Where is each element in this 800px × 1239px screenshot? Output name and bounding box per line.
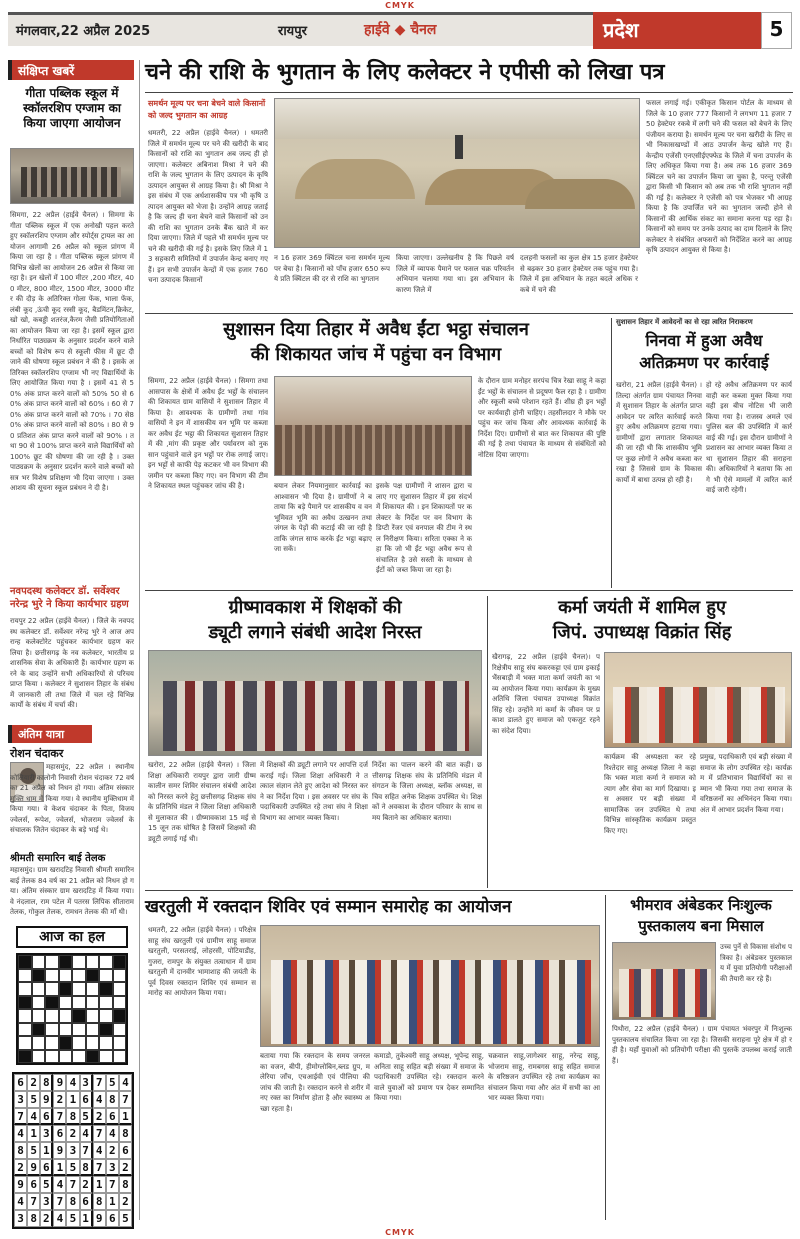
page-number: 5 <box>761 12 792 49</box>
rule-3 <box>145 890 793 891</box>
sudoku-cell: 1 <box>40 1142 53 1159</box>
lead-body-1: धमतरी, 22 अप्रैल (हाईवे चैनल) । धमतरी जिले में समर्थन मूल्य पर चने की खरीदी के बाद किसानों को राशि का भुगतान अब जल्द ही हो जाएगा। कलेक्टर अबिनाश मिश्रा ने चने की राशि के जल्द भुगतान के लिए उत्पादन के कृषि उत्पादन आयुक्त से आग्रह किया है। श्री मिश्रा ने इस संबंध में एक अर्धशासकीय पत्र भी कृषि उत्पादन आयुक्त को भेजा है। उन्होंने आग्रह जताई है कि जल्द ही चना बेचने वाले किसानों को उनकी राशि का भुगतान उनके बैंक खाते में कर दिया जाएगा। जिले में पहले भी समर्थन मूल्य पर चने की खरीदी की गई है। इसके लिए जिले में 13 सहकारी समितियों में उपार्जन केन्द्र बनाए गए हैं। इन सभी उपार्जन केन्द्रों में एक हजार 760 चना उत्पादक किसानों <box>148 129 268 284</box>
duty-headline-2: ड्यूटी लगाने संबंधी आदेश निरस्त <box>208 622 422 643</box>
sudoku-cell: 3 <box>106 1159 119 1176</box>
sudoku-cell: 3 <box>40 1125 53 1142</box>
duty-headline-1: ग्रीष्मावकाश में शिक्षकों की <box>228 597 402 618</box>
sudoku-cell: 5 <box>27 1091 40 1108</box>
sudoku-cell: 3 <box>14 1091 27 1108</box>
story-scholarship-body: सिमगा, 22 अप्रैल (हाईवे चैनल) । सिमगा के गीता पब्लिक स्कूल में एक अनोखी पहल करते हुए स्कॉलरशिप एग्जाम और स्पोर्ट्स ट्रायल का आयोजन आगामी 26 अप्रैल को स्कूल प्रांगण में किया जा रहा है । गीता पब्लिक स्कूल प्रांगण में विभिन्न खेलों का आयोजन 26 अप्रैल से किया जा रहा है। इन खेलों में 100 मीटर ,200 मीटर, 400 मीटर, 800 मीटर, 1500 मीटर, 3000 मीटर की दौड़ के अतिरिक्त गोला फेंक, भाला फेंक,लंबी कूद ,ऊंची कूद रस्सी कूद, बैडमिंटन,क्रिकेट, खो खो, कबड्डी शतरंज,कैरम जैसी प्रतियोगिताओं का आयोजन किया जा रहा है। इसमें स्कूल द्वारा निर्धारित पाठ्यक्रम के अनुसार प्रदर्शन करने वाले बच्चों को विशेष रूप से स्कूली फीस में छूट दी जाने की घोषणा स्कूल प्रबंधन ने की है । इसके अतिरिक्त स्कॉलरशिप एग्जाम भी नए विद्यार्थियों के लिए आयोजित किया गया है । इसमें 41 से 50% अंक प्राप्त करने वालों को 50% 50 से 60% अंक प्राप्त करने वालों को 60% । 60 से 70% अंक प्राप्त करने वालों को 70% । 70 से80% अंक प्राप्त करने वालों को 80% । 80 से 90 प्रतिशत अंक प्राप्त करने वालों को 90% । तथा 90 से 100% प्राप्त करने वाले विद्यार्थियों को 100% छूट की घोषणा की जा रही है । उक्त पाठ्यक्रम के अनुसार प्रदर्शन करने वाले बच्चों को सत्र भर विशेष प्रशिक्षण भी दिया जाएगा । उक्त आशय की सूचना स्कूल प्रबंधन ने दी है। <box>10 211 134 492</box>
sudoku-cell: 4 <box>27 1108 40 1125</box>
sudoku-cell: 2 <box>53 1091 66 1108</box>
brief-label: संक्षिप्त खबरें <box>8 60 134 80</box>
sudoku-cell: 2 <box>119 1159 132 1176</box>
sudoku-cell: 4 <box>53 1176 66 1193</box>
encroach-body-1: खरोरा, 21 अप्रैल (हाईवे चैनल) । तिल्दा अंतर्गत ग्राम पंचायत निनवा में सुशासन तिहार के अंतर्गत प्राप्त आवेदन पर त्वरित कार्रवाई करते हुए अवैध अतिक्रमण हटाया गया। ग्रामीणों द्वारा लगातार शिकायत की जा रही थी कि शासकीय भूमि पर कुछ लोगों ने अवैध कब्जा कर रखा है जिससे ग्राम के विकास कार्यों में बाधा उत्पन्न हो रही है। <box>616 381 702 484</box>
sudoku-cell: 2 <box>80 1176 93 1193</box>
blood-body-3: कमाडो, तुकेश्वरी साहू अध्यक्ष, भूपेन्द्र साहू, अनिता साहू सहित बड़ी संख्या में समाज के पदाधिकारी उपस्थित रहे। रक्तदान करने वाले युवाओं को प्रमाण पत्र देकर सम्मानित किया गया। <box>374 1052 484 1102</box>
cmyk-mark-bottom: CMYK <box>385 1228 415 1237</box>
sudoku-cell: 7 <box>93 1159 106 1176</box>
sudoku-cell: 4 <box>106 1125 119 1142</box>
sudoku-cell: 6 <box>119 1142 132 1159</box>
sudoku-cell: 1 <box>93 1176 106 1193</box>
library-headline-2: पुस्तकालय बना मिसाल <box>638 917 764 935</box>
sudoku-cell: 6 <box>40 1159 53 1176</box>
sudoku-cell: 4 <box>80 1125 93 1142</box>
encroach-headline-2: अतिक्रमण पर कार्रवाई <box>639 353 769 372</box>
sudoku-cell: 7 <box>66 1176 79 1193</box>
duty-body-3: निर्देश का पालन करने की बात कही। छत्तीसगढ़ शिक्षक संघ के प्रतिनिधि मंडल में संगठन के जिला अध्यक्ष, ब्लॉक अध्यक्ष, सचिव सहित अनेक शिक्षक उपस्थित थे। शिक्षकों ने अवकाश के दौरान परिवार के साथ समय बिताने का अधिकार बताया। <box>372 761 482 822</box>
encroach-headline-1: निनवा में हुआ अवैध <box>645 331 763 350</box>
sudoku-cell: 5 <box>119 1210 132 1227</box>
story-scholarship-headline: गीता पब्लिक स्कूल में स्कॉलरशिप एग्जाम का किया जाएगा आयोजन <box>23 86 121 130</box>
lead-kicker: समर्थन मूल्य पर चना बेचने वाले किसानों को जल्द भुगतान का आग्रह <box>148 99 266 120</box>
brick-body-3: इसके पक्ष ग्रामीणों ने शासन द्वारा चलाए गए सुशासन तिहार में इस संदर्भ में शिकायत की । इन शिकायतों पर कलेक्टर के निर्देश पर वन विभाग के डिप्टी रेंजर एवं वनपाल की टीम ने स्थल निरीक्षण किया। सरिता एक्का ने कहा कि जो भी ईंट भट्ठा अवैध रूप से संचालित है उसे सस्ती के माध्यम से ईंटों को जब्त किया जा रहा है। <box>376 482 472 574</box>
sudoku-cell: 8 <box>119 1176 132 1193</box>
encroach-body-2: हो रहे अवैध अतिक्रमण पर कार्यवाही कर कब्जा मुक्त किया गया वही इस बीच नोटिस भी जारी किया गया है। राजस्व अमले एवं पुलिस बल की उपस्थिति में कार्रवाई की गई। इस दौरान ग्रामीणों ने प्रशासन का आभार व्यक्त किया तथा सुशासन तिहार की सराहना की। अधिकारियों ने बताया कि आगे भी ऐसे मामलों में त्वरित कार्रवाई जारी रहेगी। <box>706 381 792 494</box>
sudoku-cell: 1 <box>27 1125 40 1142</box>
sudoku-cell: 5 <box>27 1142 40 1159</box>
karma-caption: कार्यक्रम की अध्यक्षता कर रहे रिश्तेदार साहू अध्यक्ष जिला ने कहा कि भक्त माता कर्मा ने समाज को त्याग और सेवा का मार्ग दिखाया। इस अवसर पर बड़ी संख्या में सामाजिक जन उपस्थित थे तथा विभिन्न सांस्कृतिक कार्यक्रम प्रस्तुत किए गए। <box>604 753 696 835</box>
sudoku-cell: 6 <box>106 1210 119 1227</box>
sudoku-cell: 8 <box>14 1142 27 1159</box>
sudoku-cell: 4 <box>53 1210 66 1227</box>
masthead-brand: हाईवे ◆ चैनल <box>364 22 437 38</box>
rule-v1 <box>611 318 612 588</box>
sudoku-cell: 7 <box>80 1142 93 1159</box>
sudoku-cell: 8 <box>40 1074 53 1091</box>
sudoku-cell: 1 <box>80 1210 93 1227</box>
story-collector-headline: नवपदस्थ कलेक्टर डॉ. सर्वेश्वर नरेन्द्र भुरे ने किया कार्यभार ग्रहण <box>10 586 129 610</box>
chickpea-storage-photo <box>274 98 640 248</box>
rule-1 <box>145 313 793 314</box>
blood-body-1: धमतरी, 22 अप्रैल (हाईवे चैनल) । परिक्षेत्र साहू संघ खरतुली एवं ग्रामीण साहू समाज खरतुली, परसतराई, लोहरसी, पोटियाडीह, गुजरा, रामपुर के संयुक्त तत्वाधान में ग्राम खरतुली में दानवीर भामाशाह की जयंती के पूर्व दिवस रक्तदान शिविर एवं सम्मान समारोह का आयोजन किया गया। <box>148 926 256 997</box>
obit-name-2: श्रीमती समारिन बाई तेलक <box>10 853 106 864</box>
library-headline-1: भीमराव अंबेडकर निःशुल्क <box>630 896 772 914</box>
sudoku-cell: 9 <box>14 1176 27 1193</box>
karma-body-2: प्रमुख, पदाधिकारी एवं बड़ी संख्या में समाज के लोग उपस्थित रहे। कार्यक्रम में प्रतिभावान विद्यार्थियों का सम्मान भी किया गया तथा समाज के वरिष्ठजनों का अभिनंदन किया गया। अंत में आभार प्रदर्शन किया गया। <box>700 753 792 814</box>
issue-date: मंगलवार,22 अप्रैल 2025 <box>16 24 151 39</box>
crossword-grid <box>16 953 128 1065</box>
sudoku-cell: 7 <box>93 1074 106 1091</box>
sudoku-cell: 5 <box>66 1210 79 1227</box>
blood-donation-photo <box>260 925 600 1047</box>
cmyk-mark-top: CMYK <box>385 1 415 10</box>
sudoku-cell: 4 <box>14 1125 27 1142</box>
story-collector-body: रायपुर 22 अप्रैल (हाईवे चैनल) । जिले के नवपदस्थ कलेक्टर डॉ. सर्वेश्वर नरेन्द्र भुरे ने आज अपरान्ह कलेक्टोरेट पहुंचकर कार्यभार ग्रहण कर लिया है। छत्तीसगढ़ के नव कलेक्टर, भारतीय प्रशासनिक सेवा के अधिकारी हैं। कार्यभार ग्रहण करने के बाद उन्होंने सभी अधिकारियों से परिचय प्राप्त किया । कलेक्टर ने सुशासन तिहार के संबंध में जानकारी ली तथा जिले में चल रहे विभिन्न कार्यों के संबंध में चर्चा की। <box>10 617 134 709</box>
sudoku-cell: 3 <box>80 1074 93 1091</box>
school-photo <box>10 148 134 204</box>
sudoku-cell: 4 <box>66 1074 79 1091</box>
sudoku-cell: 9 <box>53 1074 66 1091</box>
sudoku-cell: 2 <box>40 1210 53 1227</box>
sidebar <box>8 60 140 1225</box>
sudoku-cell: 7 <box>106 1176 119 1193</box>
sudoku-cell: 5 <box>80 1108 93 1125</box>
sudoku-cell: 7 <box>14 1108 27 1125</box>
obit-name-1: रोशन चंदाकर <box>10 747 64 760</box>
sudoku-cell: 8 <box>66 1108 79 1125</box>
rule-v2 <box>487 596 488 888</box>
sudoku-cell: 3 <box>14 1210 27 1227</box>
rule-2 <box>145 590 793 591</box>
sudoku-cell: 6 <box>27 1176 40 1193</box>
encroach-kicker: सुशासन तिहार में आवेदनों का से रहा त्वरित निराकरण <box>616 318 753 326</box>
sudoku-cell: 7 <box>27 1193 40 1210</box>
sudoku-cell: 2 <box>14 1159 27 1176</box>
sudoku-cell: 4 <box>93 1142 106 1159</box>
sudoku-cell: 9 <box>40 1091 53 1108</box>
brick-headline-2: की शिकायत जांच में पहुंचा वन विभाग <box>250 344 502 365</box>
lead-headline: चने की राशि के भुगतान के लिए कलेक्टर ने एपीसी को लिखा पत्र <box>145 60 665 85</box>
sudoku-cell: 3 <box>66 1142 79 1159</box>
blood-body-2: बताया गया कि रक्तदान के समय जनरल का वजन, बीपी, हीमोग्लोबिन,ब्लड ग्रुप, मलेरिया जाँच, एचआईवी एवं पीलिया की जांच की जाती है। रक्तदान करने से शरीर में नए रक्त का निर्माण होता है और स्वास्थ्य अच्छा रहता है। <box>260 1052 370 1113</box>
sudoku-cell: 2 <box>66 1125 79 1142</box>
karma-body-1: खैरागढ़, 22 अप्रैल (हाईवे चैनल)। परिक्षेत्रीय साहू संघ बकरकट्टा एवं ग्राम इकाई भैंसबाड़ी में भक्त माता कर्मा जयंती का भव्य आयोजन किया गया। कार्यक्रम के मुख्य अतिथि जिला पंचायत उपाध्यक्ष विक्रांत सिंह रहे। उन्होंने मां कर्मा के जीवन पर प्रकाश डालते हुए समाज को एकजुट रहने का संदेश दिया। <box>492 653 600 735</box>
sudoku-cell: 6 <box>14 1074 27 1091</box>
lead-body-3: दलहनी फसलों का कुल क्षेत्र 15 हजार हेक्टेयर से बढ़कर 30 हजार हेक्टेयर तक पहुंच गया है। जिले में इस अभियान के तहत बदले अधिक रकबे में चने की <box>520 254 638 294</box>
obituary-label: अंतिम यात्रा <box>8 725 92 743</box>
sudoku-cell: 6 <box>106 1108 119 1125</box>
karma-headline-2: जिपं. उपाध्यक्ष विक्रांत सिंह <box>552 622 732 643</box>
lead-body-4: फसल लगाई गई। एकीकृत किसान पोर्टल के माध्यम से जिले के 10 हजार 777 किसानों ने लगभग 11 हजार 750 हेक्टेयर रकबे में लगी चने की फसल को बेचने के लिए पंजीयन कराया है। समर्थन मूल्य पर चना खरीदी के लिए सभी निकासखण्डों में आठ उपार्जन केन्द्र खोले गए हैं। केन्द्रीय एजेंसी एनएसीईएफ्फेड के जिले में चना उपार्जन के लिए अधिकृत किया गया है। अब तक 16 हजार 369 क्विंटल चने का उपार्जन किया जा चुका है, परन्तु एजेंसी द्वारा किसी भी किसान को अब तक भी राशि भुगतान नहीं की गई है। कलेक्टर ने एजेंसी को पत्र भेजकर भी आग्रह किया है कि उपार्जित चने का भुगतान जल्दी होने से किसानों की आर्थिक संकट का समाना करना पड़ रहा है। किसानों को समय पर उनके उत्पाद का दाम दिलाने के लिए कलेक्टर ने संबंधित अफसरों को निर्देशित करने का आग्रह कृषि उत्पादन आयुक्त से किया है। <box>646 99 792 254</box>
sudoku-cell: 7 <box>53 1193 66 1210</box>
sudoku-cell: 1 <box>66 1091 79 1108</box>
teachers-meeting-photo <box>148 650 482 756</box>
sudoku-cell: 8 <box>27 1210 40 1227</box>
edition-city: रायपुर <box>278 24 307 39</box>
sudoku-cell: 6 <box>40 1108 53 1125</box>
sudoku-cell: 8 <box>80 1159 93 1176</box>
sudoku-cell: 5 <box>66 1159 79 1176</box>
sudoku-cell: 9 <box>53 1142 66 1159</box>
brick-headline-1: सुशासन दिया तिहार में अवैध ईंटा भट्ठा संचालन <box>223 319 529 340</box>
brick-body-4: के दौरान ग्राम मनोहर सरपंच चित्र रेखा साहू ने कहा ईंट भट्ठों के संचालन से प्रदूषण फैल रहा है । ग्रामीण और स्कूली बच्चे परेशान रहते हैं। शीघ्र ही इन भट्ठों पर कार्यवाही होनी चाहिए। तहसीलदार ने मौके पर पहुंच कर जांच किया और आवश्यक कार्रवाई के निर्देश दिए। ग्रामीणों से बात कर शिकायत की पुष्टि की गई है तथा पंचायत के माध्यम से संबंधितों को नोटिस दिया जाएगा। <box>478 377 606 459</box>
sudoku-cell: 8 <box>66 1193 79 1210</box>
library-body-2: पिथौरा, 22 अप्रैल (हाईवे चैनल) । ग्राम पंचायत भंवरपुर में निःशुल्क पुस्तकालय संचालित किया जा रहा है। जिसकी सराहना पूरे क्षेत्र में हो रही है। यहाँ युवाओं को प्रतियोगी परीक्षा की पुस्तकें उपलब्ध कराई जाती हैं। <box>612 1025 792 1065</box>
sudoku-cell: 2 <box>93 1108 106 1125</box>
sudoku-cell: 7 <box>119 1091 132 1108</box>
page-header <box>8 12 792 46</box>
lead-rule <box>145 92 793 93</box>
blood-body-4: चक्रवाल साहू,जागेश्वर साहू, नरेन्द्र साहू, भोजराम साहू, रामबगस साहू सहित समाज के वरिष्ठजन उपस्थित रहे तथा कार्यक्रम का संचालन किया गया और अंत में सभी का आभार व्यक्त किया गया। <box>488 1052 600 1102</box>
puzzle-label: आज का हल <box>16 926 128 948</box>
sudoku-cell: 7 <box>93 1125 106 1142</box>
brick-body-2: बयान लेकर नियमानुसार कार्रवाई का आश्वासन भी दिया है। ग्रामीणों ने बताया कि बड़े पैमाने पर शासकीय व वनभूमिवत भूमि का अवैध उत्खनन तथा जंगल के पेड़ों की कटाई की जा रही है ताकि जंगल साफ करके ईंट भट्ठा बढ़ाए जा सकें। <box>274 482 372 553</box>
sudoku-cell: 2 <box>119 1193 132 1210</box>
sudoku-cell: 8 <box>106 1091 119 1108</box>
lead-photo-caption: न 16 हजार 369 क्विंटल चना समर्थन मूल्य पर बेचा है। किसानों को पाँच हजार 650 रूपये प्रति क्विंटल की दर से राशि का भुगतान <box>274 254 390 283</box>
rule-v3 <box>605 895 606 1220</box>
brick-body-1: सिमगा, 22 अप्रैल (हाईवे चैनल) । सिमगा तथा आसपास के क्षेत्रों में अवैध ईंट भट्ठों के संचालन की शिकायत ग्राम वासियों ने सुशासन तिहार में किया है। आवश्यक के ग्रामीणों तथा गांव वासियों ने इन में शासकीय वन भूमि पर कब्जा कर अवैध ईट भट्ठा की शिकायत सुशासन तिहार में की ,मांग की प्रकृष्ट और पर्यावरण को नुकसान पहुंचाने वाले इन भट्ठों पर रोक लगाई जाए। इन भट्टों से काफी पेड़ कटकर भी वन विभाग की जमीन पर कब्जा किए गए। वन विभाग की टीम ने शिकायत स्थल पहुंचकर जांच की है। <box>148 377 268 490</box>
sudoku-cell: 4 <box>14 1193 27 1210</box>
sudoku-cell: 1 <box>53 1159 66 1176</box>
sudoku-cell: 4 <box>93 1091 106 1108</box>
duty-body-2: में शिक्षकों की ड्यूटी लगाने पर आपत्ति दर्ज कराई गई। जिला शिक्षा अधिकारी ने तत्काल संज्ञान लेते हुए आदेश को निरस्त करने का निर्देश दिया । इस अवसर पर संघ के पदाधिकारी उपस्थित रहे तथा संघ ने शिक्षा विभाग का आभार व्यक्त किया। <box>260 761 368 822</box>
sudoku-cell: 1 <box>119 1108 132 1125</box>
obit-body-2: महासमुंद। ग्राम खरादटिह निवासी श्रीमती समारिन बाई तेलक 84 वर्ष का 21 अप्रैल को निधन हो गया। अंतिम संस्कार ग्राम खरादटिह में किया गया। वे नंदलाल, राम पटेल में पतरस लिपिक सीताराम तेलक, गोकुल तेलक, रामधन तेलक की माँ थी। <box>10 866 134 916</box>
lead-body-2: किया जाएगा। उल्लेखनीय है कि पिछले वर्ष जिले में व्यापक पैमाने पर फसल चक्र परिवर्तन अभियान चलाया गया था। इस अभियान के कारण जिले में <box>396 254 514 294</box>
karma-event-photo <box>604 652 792 748</box>
sudoku-cell: 7 <box>53 1108 66 1125</box>
sudoku-cell: 4 <box>119 1074 132 1091</box>
sudoku-cell: 8 <box>93 1193 106 1210</box>
sudoku-cell: 1 <box>106 1193 119 1210</box>
sudoku-cell: 5 <box>40 1176 53 1193</box>
sudoku-cell: 6 <box>80 1091 93 1108</box>
library-body-1: उच्च पुर्ने से विकास संशोध पत्रिका है। अंबेडकर पुस्तकालय में युवा प्रतियोगी परीक्षाओं की तैयारी कर रहे हैं। <box>720 943 792 983</box>
brick-kiln-photo <box>274 376 472 476</box>
section-title: प्रदेश <box>593 12 761 49</box>
sudoku-cell: 5 <box>106 1074 119 1091</box>
blood-headline: खरतुली में रक्तदान शिविर एवं सम्मान समारोह का आयोजन <box>145 897 512 917</box>
karma-headline-1: कर्मा जयंती में शामिल हुए <box>558 597 726 618</box>
sudoku-grid <box>12 1072 134 1229</box>
sudoku-cell: 9 <box>27 1159 40 1176</box>
sudoku-cell: 9 <box>93 1210 106 1227</box>
sudoku-cell: 6 <box>80 1193 93 1210</box>
sudoku-cell: 2 <box>27 1074 40 1091</box>
sudoku-cell: 3 <box>40 1193 53 1210</box>
obit-body-1: महासमुंद, 22 अप्रैल । स्थानीय कोलियारी कालोनी निवासी रोशन चंदाकर 72 वर्ष का 21 अप्रैल को निधन हो गया। अंतिम संस्कार मुक्ति धाम में किया गया। वे स्थानीय मुक्तिधाम में किया गया। वे केशव चंदाकर के पिता, विजय ज्वेलर्स, रूपेश, ज्वेलर्स, भोजराम ज्वेलर्स के संचालक जितेन चंदाकर के बड़े भाई थे। <box>10 763 134 834</box>
library-photo <box>612 942 716 1020</box>
sudoku-cell: 8 <box>119 1125 132 1142</box>
sudoku-cell: 2 <box>106 1142 119 1159</box>
sudoku-cell: 6 <box>53 1125 66 1142</box>
duty-body-1: खरोरा, 22 अप्रैल (हाईवे चैनल) । जिला शिक्षा अधिकारी रायपुर द्वारा जारी ग्रीष्मकालीन समर शिविर संचालन संबंधी आदेश को निरस्त करने हेतु छत्तीसगढ़ शिक्षक संघ के प्रतिनिधि मंडल ने जिला शिक्षा अधिकारी से मुलाकात की । ग्रीष्मावकाश 15 मई से 15 जून तक घोषित है जिसमें शिक्षकों की ड्यूटी लगाई गई थी। <box>148 761 256 843</box>
